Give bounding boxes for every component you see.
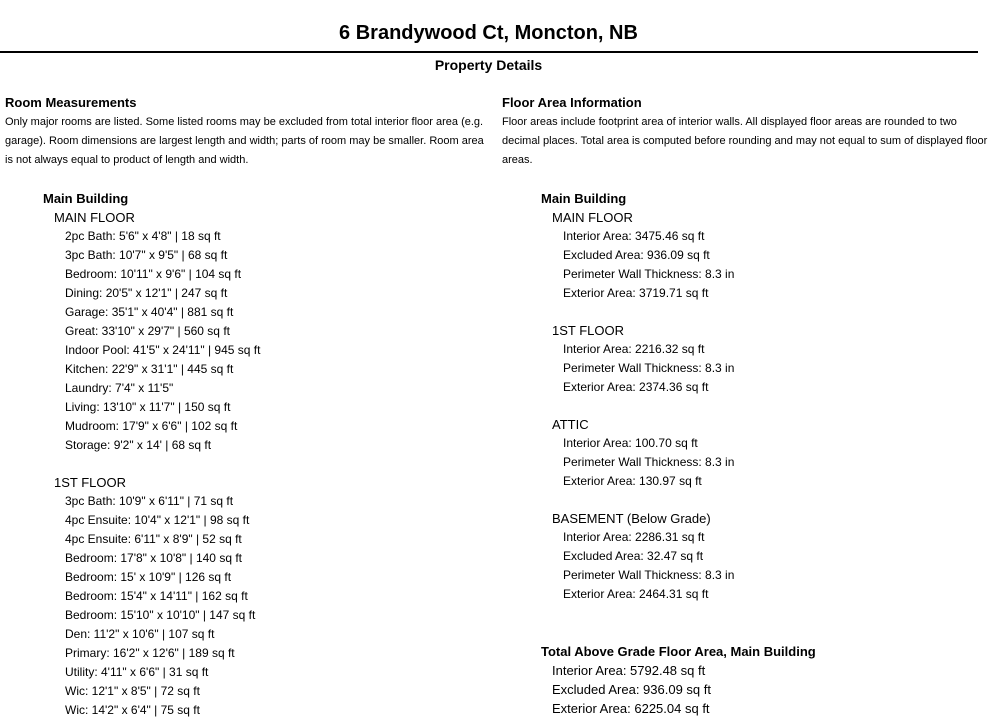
spacer xyxy=(541,303,816,321)
area-item: Perimeter Wall Thickness: 8.3 in xyxy=(563,455,735,469)
room-item: Great: 33'10" x 29'7" | 560 sq ft xyxy=(65,324,230,338)
room-item: Laundry: 7'4" x 11'5" xyxy=(65,381,174,395)
room-item: Living: 13'10" x 11'7" | 150 sq ft xyxy=(65,400,231,414)
room-item: Bedroom: 15'10" x 10'10" | 147 sq ft xyxy=(65,608,256,622)
area-floor-name: 1ST FLOOR xyxy=(552,323,625,338)
page-subtitle: Property Details xyxy=(434,57,543,73)
area-item: Interior Area: 100.70 sq ft xyxy=(563,436,698,450)
room-item: Garage: 35'1" x 40'4" | 881 sq ft xyxy=(65,305,234,319)
room-item: Utility: 4'11" x 6'6" | 31 sq ft xyxy=(65,665,209,679)
area-floor-name: MAIN FLOOR xyxy=(552,210,633,225)
room-item: Storage: 9'2" x 14' | 68 sq ft xyxy=(65,438,212,452)
area-item: Excluded Area: 32.47 sq ft xyxy=(563,549,704,563)
room-item: Indoor Pool: 41'5" x 24'11" | 945 sq ft xyxy=(65,343,261,357)
room-item: Primary: 16'2" x 12'6" | 189 sq ft xyxy=(65,646,235,660)
room-item: 4pc Ensuite: 10'4" x 12'1" | 98 sq ft xyxy=(65,513,250,527)
room-floor-name: 1ST FLOOR xyxy=(54,475,127,490)
room-item: Kitchen: 22'9" x 31'1" | 445 sq ft xyxy=(65,362,234,376)
floor-area-section xyxy=(502,95,988,716)
total-area-heading: Total Above Grade Floor Area, Main Building xyxy=(541,644,816,659)
spacer xyxy=(43,455,260,473)
total-area-item: Interior Area: 5792.48 sq ft xyxy=(552,663,706,678)
room-floor-name: MAIN FLOOR xyxy=(54,210,135,225)
room-measurements-heading: Room Measurements xyxy=(5,95,137,110)
spacer xyxy=(541,491,816,509)
area-floor-name: BASEMENT (Below Grade) xyxy=(552,511,711,526)
room-item: Den: 11'2" x 10'6" | 107 sq ft xyxy=(65,627,215,641)
room-building-block xyxy=(43,189,260,720)
total-area-item: Exterior Area: 6225.04 sq ft xyxy=(552,701,710,716)
area-item: Interior Area: 2286.31 sq ft xyxy=(563,530,705,544)
area-item: Perimeter Wall Thickness: 8.3 in xyxy=(563,568,735,582)
room-item: Wic: 12'1" x 8'5" | 72 sq ft xyxy=(65,684,200,698)
room-item: Wic: 14'2" x 6'4" | 75 sq ft xyxy=(65,703,200,717)
room-measurements-section xyxy=(5,95,485,717)
room-item: 2pc Bath: 5'6" x 4'8" | 18 sq ft xyxy=(65,229,221,243)
room-item: 3pc Bath: 10'9" x 6'11" | 71 sq ft xyxy=(65,494,234,508)
area-item: Exterior Area: 130.97 sq ft xyxy=(563,474,702,488)
area-item: Perimeter Wall Thickness: 8.3 in xyxy=(563,267,735,281)
area-building-name: Main Building xyxy=(541,191,627,206)
room-item: 4pc Ensuite: 6'11" x 8'9" | 52 sq ft xyxy=(65,532,242,546)
room-item: Bedroom: 10'11" x 9'6" | 104 sq ft xyxy=(65,267,242,281)
room-item: Mudroom: 17'9" x 6'6" | 102 sq ft xyxy=(65,419,238,433)
area-item: Perimeter Wall Thickness: 8.3 in xyxy=(563,361,735,375)
room-item: 3pc Bath: 10'7" x 9'5" | 68 sq ft xyxy=(65,248,228,262)
floor-area-note: Floor areas include footprint area of interior walls. All displayed floor areas are rounded to two decimal places. Total area is computed before rounding and may not equal to sum of displayed floor areas. xyxy=(502,116,988,166)
floor-area-heading: Floor Area Information xyxy=(502,95,642,110)
total-area-item: Excluded Area: 936.09 sq ft xyxy=(552,682,711,697)
room-measurements-note: Only major rooms are listed. Some listed rooms may be excluded from total interior floor area (e.g. garage). Room dimensions are largest length and width; parts of room may be smaller. Room area is not always equal to product of length and width. xyxy=(5,116,484,166)
room-building-name: Main Building xyxy=(43,191,129,206)
area-item: Excluded Area: 936.09 sq ft xyxy=(563,248,710,262)
area-item: Exterior Area: 3719.71 sq ft xyxy=(563,286,709,300)
room-item: Bedroom: 17'8" x 10'8" | 140 sq ft xyxy=(65,551,242,565)
area-item: Exterior Area: 2464.31 sq ft xyxy=(563,587,709,601)
spacer xyxy=(541,604,816,642)
spacer xyxy=(541,397,816,415)
room-item: Bedroom: 15' x 10'9" | 126 sq ft xyxy=(65,570,232,584)
area-floor-name: ATTIC xyxy=(552,417,589,432)
page-title: 6 Brandywood Ct, Moncton, NB xyxy=(339,22,638,44)
area-item: Interior Area: 2216.32 sq ft xyxy=(563,342,705,356)
title-divider xyxy=(0,51,978,53)
room-item: Bedroom: 15'4" x 14'11" | 162 sq ft xyxy=(65,589,248,603)
area-item: Interior Area: 3475.46 sq ft xyxy=(563,229,705,243)
room-item: Dining: 20'5" x 12'1" | 247 sq ft xyxy=(65,286,228,300)
area-item: Exterior Area: 2374.36 sq ft xyxy=(563,380,709,394)
area-building-block xyxy=(541,189,816,718)
